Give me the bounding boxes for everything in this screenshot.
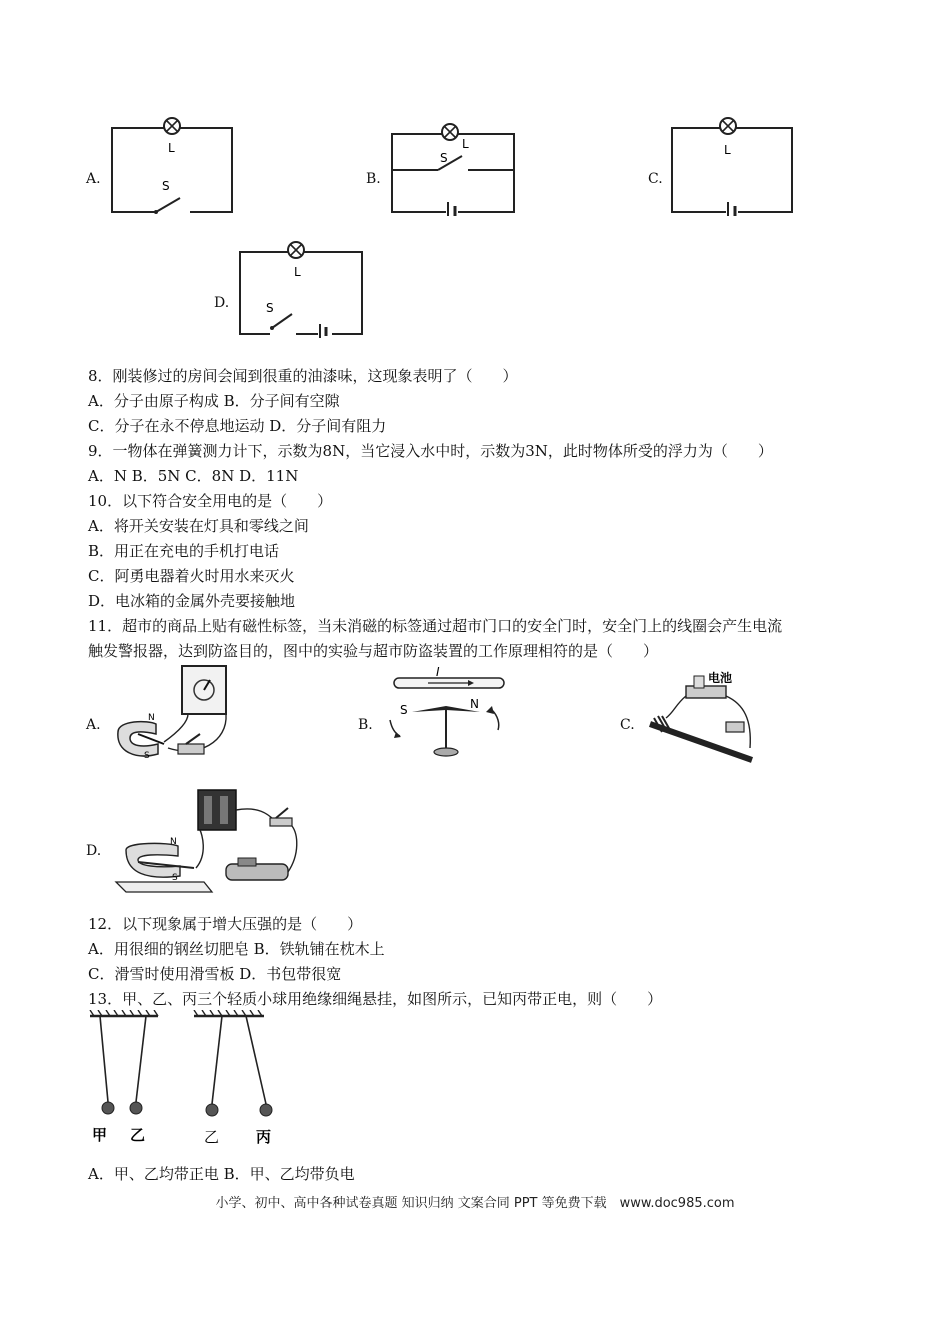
question-10-option-d: D．电冰箱的金属外壳要接触地 bbox=[88, 592, 296, 610]
question-13-stem: 13．甲、乙、丙三个轻质小球用绝缘细绳悬挂，如图所示，已知丙带正电，则（ ） bbox=[88, 990, 663, 1008]
question-12-options-ab: A．用很细的钢丝切肥皂 B．铁轨铺在枕木上 bbox=[88, 940, 385, 958]
lamp-label: L bbox=[462, 137, 469, 151]
circuit-diagram-a bbox=[108, 112, 238, 216]
circuit-diagram-c bbox=[668, 112, 796, 216]
page-footer: 小学、初中、高中各种试卷真题 知识归纳 文案合同 PPT 等免费下载 www.doc985.com bbox=[215, 1196, 735, 1211]
option-label-a: A. bbox=[86, 171, 101, 187]
switch-label: S bbox=[440, 151, 448, 165]
question-11-stem-line1: 11．超市的商品上贴有磁性标签，当未消磁的标签通过超市门口的安全门时，安全门上的线圈会产生电流 bbox=[88, 617, 783, 635]
question-13-options-ab: A．甲、乙均带正电 B．甲、乙均带负电 bbox=[88, 1165, 355, 1183]
current-label: I bbox=[436, 665, 440, 679]
north-pole-label: N bbox=[170, 837, 177, 847]
south-pole-label: S bbox=[172, 873, 178, 883]
ball-label-yi: 乙 bbox=[130, 1126, 146, 1144]
magnet-galvanometer-figure-a bbox=[108, 662, 238, 762]
switch-label: S bbox=[162, 179, 170, 193]
south-pole-label: S bbox=[400, 703, 408, 717]
question-8-options-ab: A．分子由原子构成 B．分子间有空隙 bbox=[88, 392, 340, 410]
circuit-diagram-b bbox=[388, 118, 518, 216]
option-label-c: C. bbox=[620, 717, 635, 733]
motor-principle-figure-d bbox=[108, 784, 304, 902]
lamp-label: L bbox=[724, 143, 731, 157]
option-label-a: A. bbox=[86, 717, 101, 733]
battery-label: 电池 bbox=[708, 671, 733, 685]
switch-label: S bbox=[266, 301, 274, 315]
option-label-d: D. bbox=[86, 843, 102, 859]
question-8-options-cd: C．分子在永不停息地运动 D．分子间有阻力 bbox=[88, 417, 387, 435]
south-pole-label: S bbox=[144, 751, 150, 761]
option-label-b: B. bbox=[366, 171, 381, 187]
option-label-d: D. bbox=[214, 295, 230, 311]
option-label-c: C. bbox=[648, 171, 663, 187]
electromagnet-figure-c bbox=[640, 660, 758, 764]
question-10-stem: 10．以下符合安全用电的是（ ） bbox=[88, 492, 333, 510]
question-11-stem-line2: 触发警报器，达到防盗目的，图中的实验与超市防盗装置的工作原理相符的是（ ） bbox=[88, 642, 659, 660]
question-10-option-c: C．阿勇电器着火时用水来灭火 bbox=[88, 567, 295, 585]
charged-balls-figure bbox=[86, 1010, 282, 1148]
question-12-stem: 12．以下现象属于增大压强的是（ ） bbox=[88, 915, 363, 933]
option-label-b: B. bbox=[358, 717, 373, 733]
question-9-stem: 9．一物体在弹簧测力计下，示数为8N，当它浸入水中时，示数为3N，此时物体所受的浮力为（ ） bbox=[88, 442, 773, 460]
question-9-options: A．N B．5N C．8N D．11N bbox=[88, 467, 299, 485]
question-12-options-cd: C．滑雪时使用滑雪板 D．书包带很宽 bbox=[88, 965, 342, 983]
ball-label-bing: 丙 bbox=[256, 1128, 272, 1146]
ball-label-yi-2: 乙 bbox=[204, 1128, 220, 1146]
lamp-label: L bbox=[168, 141, 175, 155]
ball-label-jia: 甲 bbox=[92, 1126, 108, 1144]
question-10-option-a: A．将开关安装在灯具和零线之间 bbox=[88, 517, 309, 535]
question-8-stem: 8．刚装修过的房间会闻到很重的油漆味，这现象表明了（ ） bbox=[88, 367, 518, 385]
oersted-experiment-figure-b bbox=[376, 664, 516, 764]
north-pole-label: N bbox=[148, 713, 155, 723]
north-pole-label: N bbox=[470, 697, 479, 711]
question-10-option-b: B．用正在充电的手机打电话 bbox=[88, 542, 280, 560]
lamp-label: L bbox=[294, 265, 301, 279]
circuit-diagram-d bbox=[236, 238, 366, 338]
